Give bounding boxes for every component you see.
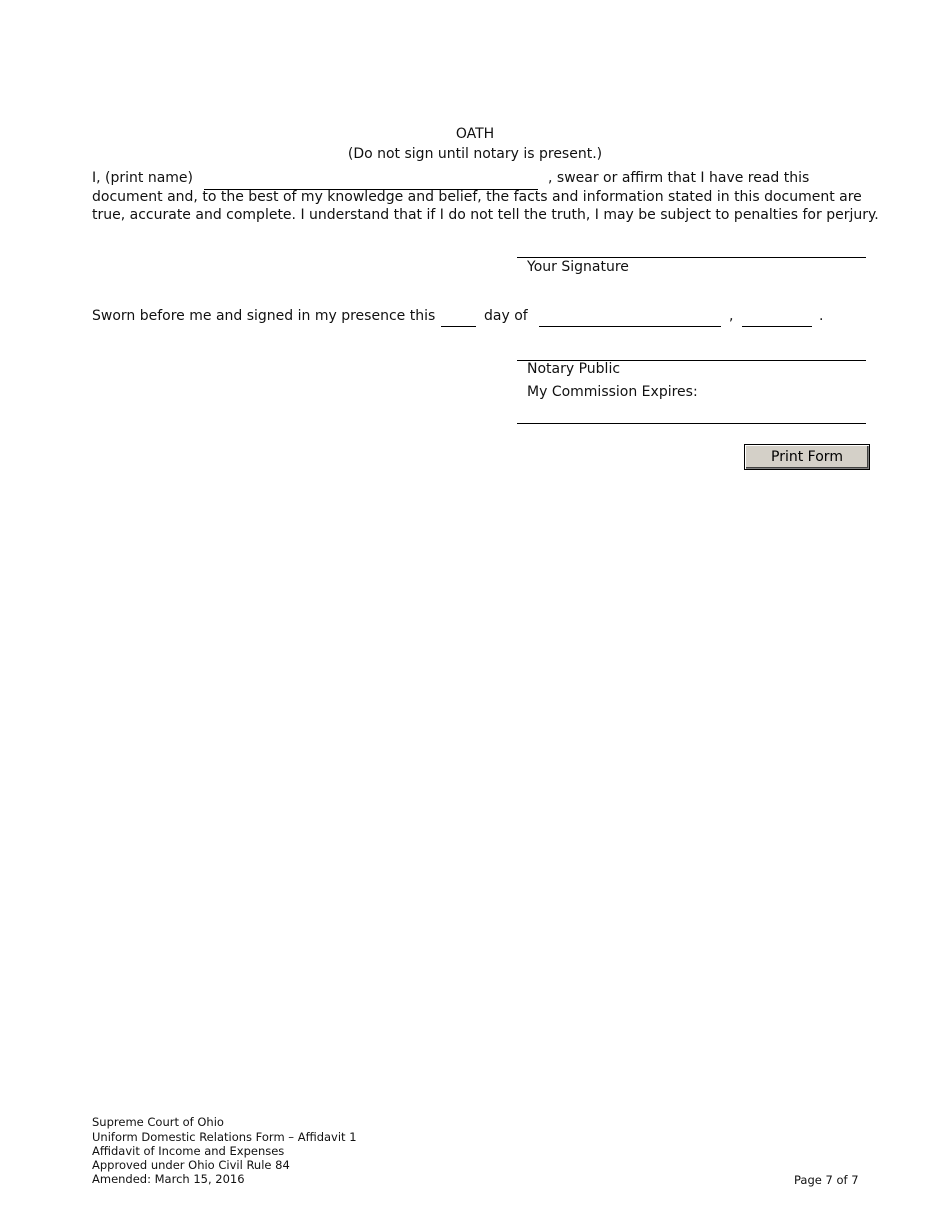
oath-subtitle: (Do not sign until notary is present.): [347, 146, 603, 162]
page-number: Page 7 of 7: [794, 1173, 859, 1187]
signature-field[interactable]: [517, 250, 866, 258]
footer-affidavit-title: Affidavit of Income and Expenses: [92, 1144, 285, 1158]
month-underline: [539, 326, 721, 327]
commission-field[interactable]: [517, 404, 866, 424]
footer-approval: Approved under Ohio Civil Rule 84: [92, 1158, 290, 1172]
print-form-button[interactable]: Print Form: [744, 444, 870, 470]
oath-title: OATH: [455, 126, 495, 142]
year-underline: [742, 326, 812, 327]
commission-label: My Commission Expires:: [527, 384, 698, 400]
sworn-comma: ,: [729, 308, 734, 324]
print-name-field[interactable]: [204, 172, 538, 191]
month-field-wrap: [539, 308, 721, 327]
oath-line1-suffix: , swear or affirm that I have read this: [548, 170, 810, 186]
notary-signature-field[interactable]: [517, 353, 866, 361]
print-name-prefix: I, (print name): [92, 170, 194, 186]
year-field-wrap: [742, 308, 812, 327]
oath-line3: true, accurate and complete. I understand that if I do not tell the truth, I may be subject to penalties for perjury.: [92, 207, 879, 223]
commission-line: [517, 423, 866, 424]
day-underline: [441, 326, 476, 327]
footer-form-name: Uniform Domestic Relations Form – Affidavit 1: [92, 1130, 357, 1144]
signature-label: Your Signature: [527, 259, 629, 275]
print-name-field-wrap: [204, 170, 538, 190]
footer-court: Supreme Court of Ohio: [92, 1115, 224, 1129]
notary-label: Notary Public: [527, 361, 621, 377]
day-field-wrap: [441, 308, 476, 327]
day-of-label: day of: [484, 308, 528, 324]
oath-line2: document and, to the best of my knowledge and belief, the facts and information stated in this document are: [92, 189, 862, 205]
signature-line: [517, 257, 866, 258]
sworn-text: Sworn before me and signed in my presence this: [92, 308, 436, 324]
sworn-period: .: [819, 308, 824, 324]
footer-amended: Amended: March 15, 2016: [92, 1172, 245, 1186]
